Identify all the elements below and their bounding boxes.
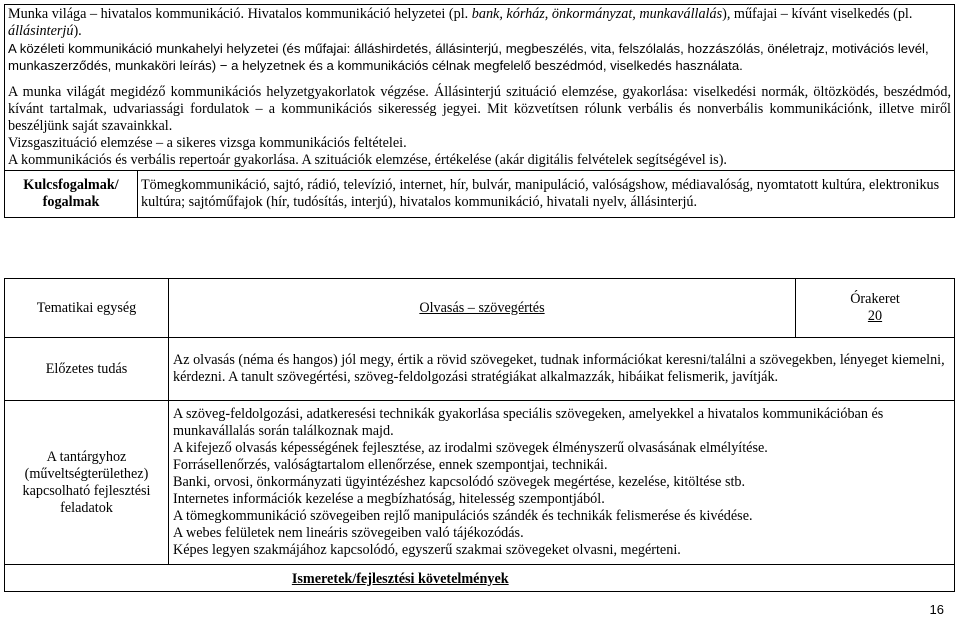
goal-item: Forrásellenőrzés, valóságtartalom ellenőrzése, ennek szempontjai, technikái. xyxy=(173,457,608,473)
goals-row xyxy=(5,401,955,565)
goal-item: A webes felületek nem lineáris szövegeiben való tájékozódás. xyxy=(173,525,524,541)
requirements-heading-row xyxy=(5,565,955,592)
hours-value: 20 xyxy=(867,308,883,324)
curriculum-top-table xyxy=(4,4,955,218)
workplace-paragraph: A közéleti kommunikáció munkahelyi helyzetei (és műfajai: álláshirdetés, állásinterjú, megbeszélés, vita, felszólalás, hozzászólás, önéletrajz, motivációs levél, munkaszerződés, munkaköri leírás) − a helyzetnek és a kommunikációs célnak megfelelő beszédmód, viselkedés használata. xyxy=(8,41,929,73)
goal-item: A kifejező olvasás képességének fejlesztése, az irodalmi szövegek élményszerű olvasásának elmélyítése. xyxy=(173,440,768,456)
goals-list xyxy=(169,401,955,565)
goal-item: Banki, orvosi, önkormányzati ügyintézéshez kapcsolódó szövegek megértése, kezelése, kitöltése stb. xyxy=(173,474,746,490)
prior-label: Előzetes tudás xyxy=(5,338,169,401)
goals-label: A tantárgyhoz (műveltségterülethez) kapcsolható fejlesztési feladatok xyxy=(5,401,169,565)
keywords-text: Tömegkommunikáció, sajtó, rádió, televízió, internet, hír, bulvár, manipuláció, valóságshow, médiavalóság, nyomtatott kultúra, elektronikus kultúra; sajtóműfajok (hír, tudósítás, interjú), hivatalos kommunikáció, hivatali nyelv, állásinterjú. xyxy=(138,171,955,218)
goal-item: Internetes információk kezelése a megbízhatóság, hitelesség szempontjából. xyxy=(173,491,605,507)
repertoire-line: A kommunikációs és verbális repertoár gyakorlása. A szituációk elemzése, értékelése (akár digitális felvételek segítségével is). xyxy=(8,152,727,168)
exam-line: Vizsgaszituáció elemzése – a sikeres vizsga kommunikációs feltételei. xyxy=(8,135,407,151)
goal-item: A tömegkommunikáció szövegeiben rejlő manipulációs szándék és technikák felismerése és kivédése. xyxy=(173,508,753,524)
requirements-heading-cell xyxy=(5,565,796,592)
goal-item: A szöveg-feldolgozási, adatkeresési technikák gyakorlása speciális szövegeken, amelyekkel a hivatalos kommunikációban és munkavállalás során találkoznak majd. xyxy=(173,406,884,439)
unit-table xyxy=(4,278,955,592)
unit-label: Tematikai egység xyxy=(5,279,169,338)
unit-header-row xyxy=(5,279,955,338)
hours-label: Órakeret xyxy=(850,291,900,307)
practice-paragraph: A munka világát megidéző kommunikációs helyzetgyakorlatok végzése. Állásinterjú szituáció elemzése, gyakorlása: viselkedési normák, öltözködés, beszédmód, kívánt tartalmak, udvariassági fordulatok – a kommunikációs sikeresség jegyei. Mit közvetítsen rólunk verbális és nonverbális kommunikációnk, illetve miről beszéljünk saját szavainkkal. xyxy=(8,84,951,134)
requirements-heading: Ismeretek/fejlesztési követelmények xyxy=(291,571,509,587)
goal-item: Képes legyen szakmájához kapcsolódó, egyszerű szakmai szövegeket olvasni, megérteni. xyxy=(173,542,681,558)
prior-knowledge-row xyxy=(5,338,955,401)
intro-paragraph: Munka világa – hivatalos kommunikáció. Hivatalos kommunikáció helyzetei (pl. bank, kórház, önkormányzat, munkavállalás), műfajai – kívánt viselkedés (pl. állásinterjú). xyxy=(8,6,913,39)
unit-title: Olvasás – szövegértés xyxy=(169,279,796,338)
page-number: 16 xyxy=(929,602,944,617)
hours-cell xyxy=(796,279,955,338)
keywords-label: Kulcsfogalmak/ fogalmak xyxy=(5,171,138,218)
prior-text: Az olvasás (néma és hangos) jól megy, értik a rövid szövegeket, tudnak információkat keresni/találni a szövegekben, lényeget kiemelni, kérdezni. A tanult szövegértési, szöveg-feldolgozási stratégiákat alkalmazzák, hibáikat felismerik, javítják. xyxy=(169,338,955,401)
intro-cell xyxy=(5,5,955,171)
